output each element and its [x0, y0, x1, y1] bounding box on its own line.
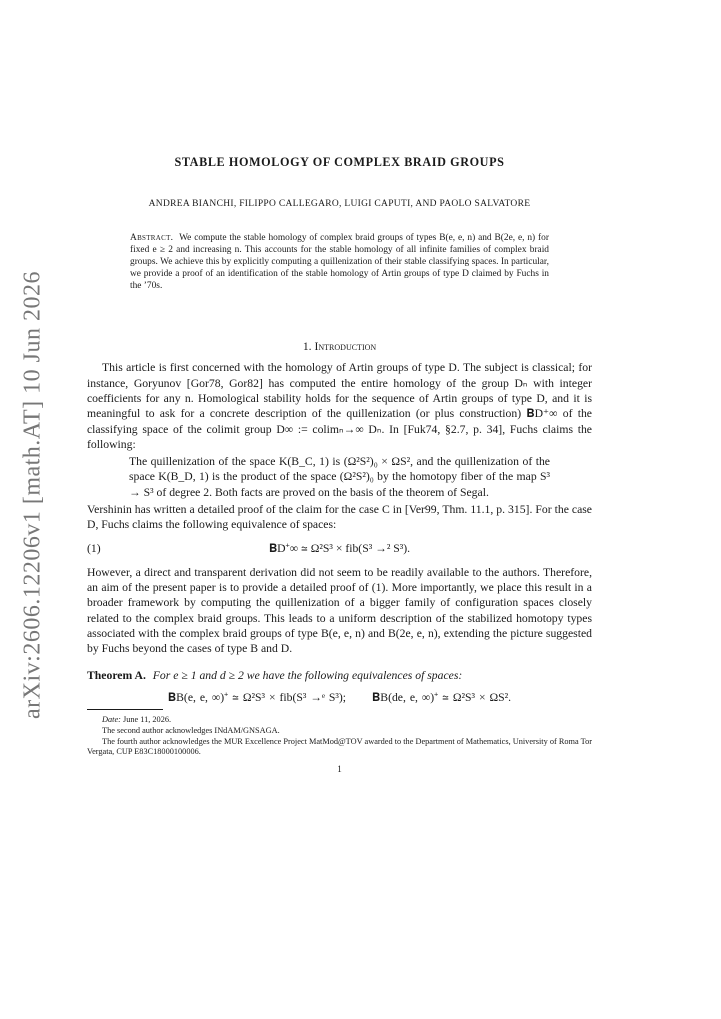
- footnotes: [87, 715, 592, 758]
- intro-paragraph-3: However, a direct and transparent derivation did not seem to be readily available to the authors. Therefore, an aim of the present paper is to provide a detailed proof of (1). More importantly, we place this result in a broader framework by computing the quillenization of a bigger family of configuration spaces closely related to the complex braid groups. This leads to a uniform description of the stabilized homotopy types associated with the complex braid groups of type B(e, e, n) and B(2e, e, n), extending the picture suggested by Fuchs beyond the cases of type B and D.: [87, 565, 592, 656]
- page-number: 1: [337, 764, 342, 775]
- theorem-statement: For e ≥ 1 and d ≥ 2 we have the following equivalences of spaces:: [152, 669, 463, 683]
- section-heading: [87, 339, 592, 354]
- footnote-second-author: The second author acknowledges INdAM/GNSAGA.: [102, 725, 280, 735]
- arxiv-sidebar: [13, 271, 53, 719]
- footnote-fourth-author: The fourth author acknowledges the MUR Excellence Project MatMod@TOV awarded to the Department of Mathematics, University of Roma Tor Vergata, CUP E83C18000100006.: [87, 736, 592, 757]
- section-title: Introduction: [314, 340, 377, 354]
- theorem-a: [87, 668, 592, 683]
- theorem-label: Theorem A.: [87, 669, 146, 683]
- arxiv-identifier: arXiv:2606.12206v1 [math.AT] 10 Jun 2026: [19, 271, 46, 719]
- abstract-label: Abstract.: [130, 232, 174, 243]
- intro-paragraph-1: This article is first concerned with the homology of Artin groups of type D. The subject is classical; for instance, Goryunov [Gor78, Gor82] has computed the entire homology of the group Dₙ with integer coefficients for any n. Homological stability holds for the sequence of Artin groups of type D, and it is meaningful to ask for a concrete description of the quillenization (or plus construction) 𝐁D⁺∞ of the classifying space of the colimit group D∞ := colimₙ→∞ Dₙ. In [Fuk74, §2.7, p. 34], Fuchs claims the following:: [87, 361, 592, 451]
- intro-paragraph-2: Vershinin has written a detailed proof of the claim for the case C in [Ver99, Thm. 11.1, p. 315]. For the case D, Fuchs claims the following equivalence of spaces:: [87, 503, 592, 532]
- date-value: June 11, 2026.: [122, 715, 172, 724]
- footnote-rule: [87, 709, 163, 710]
- paper-title: STABLE HOMOLOGY OF COMPLEX BRAID GROUPS: [174, 155, 505, 169]
- theorem-formula-right: 𝐁B(de, e, ∞)⁺ ≃ Ω²S³ × ΩS².: [372, 690, 512, 704]
- abstract-text: We compute the stable homology of complex braid groups of types B(e, e, n) and B(2e, e, n) for fixed e ≥ 2 and increasing n. This accounts for the stable homology of all infinite families of complex braid groups. We achieve this by explicitly computing a quillenization of their stable classifying spaces. In particular, we provide a proof of an identification of the stable homology of Artin groups of type D claimed by Fuchs in the ’70s.: [130, 232, 549, 291]
- date-label: Date:: [102, 715, 121, 724]
- theorem-formula-left: 𝐁B(e, e, ∞)⁺ ≃ Ω²S³ × fib(S³ →ᵉ S³);: [167, 690, 347, 704]
- paper-page: [87, 155, 592, 777]
- author-list: ANDREA BIANCHI, FILIPPO CALLEGARO, LUIGI CAPUTI, AND PAOLO SALVATORE: [148, 199, 531, 210]
- footnote-date: [87, 715, 592, 726]
- equation-number: (1): [87, 541, 101, 555]
- abstract: [130, 232, 549, 292]
- theorem-formulas: [87, 690, 592, 705]
- equation-body: 𝐁D⁺∞ ≃ Ω²S³ × fib(S³ →² S³).: [268, 541, 411, 555]
- fuchs-quote: The quillenization of the space K(B_C, 1) is (Ω²S²)₀ × ΩS², and the quillenization of the space K(B_D, 1) is the product of the space (Ω²S²)₀ by the homotopy fiber of the map S³ → S³ of degree 2. Both facts are proved on the basis of the theorem of Segal.: [129, 455, 550, 499]
- section-number: 1.: [302, 340, 312, 354]
- equation-1: [87, 537, 592, 561]
